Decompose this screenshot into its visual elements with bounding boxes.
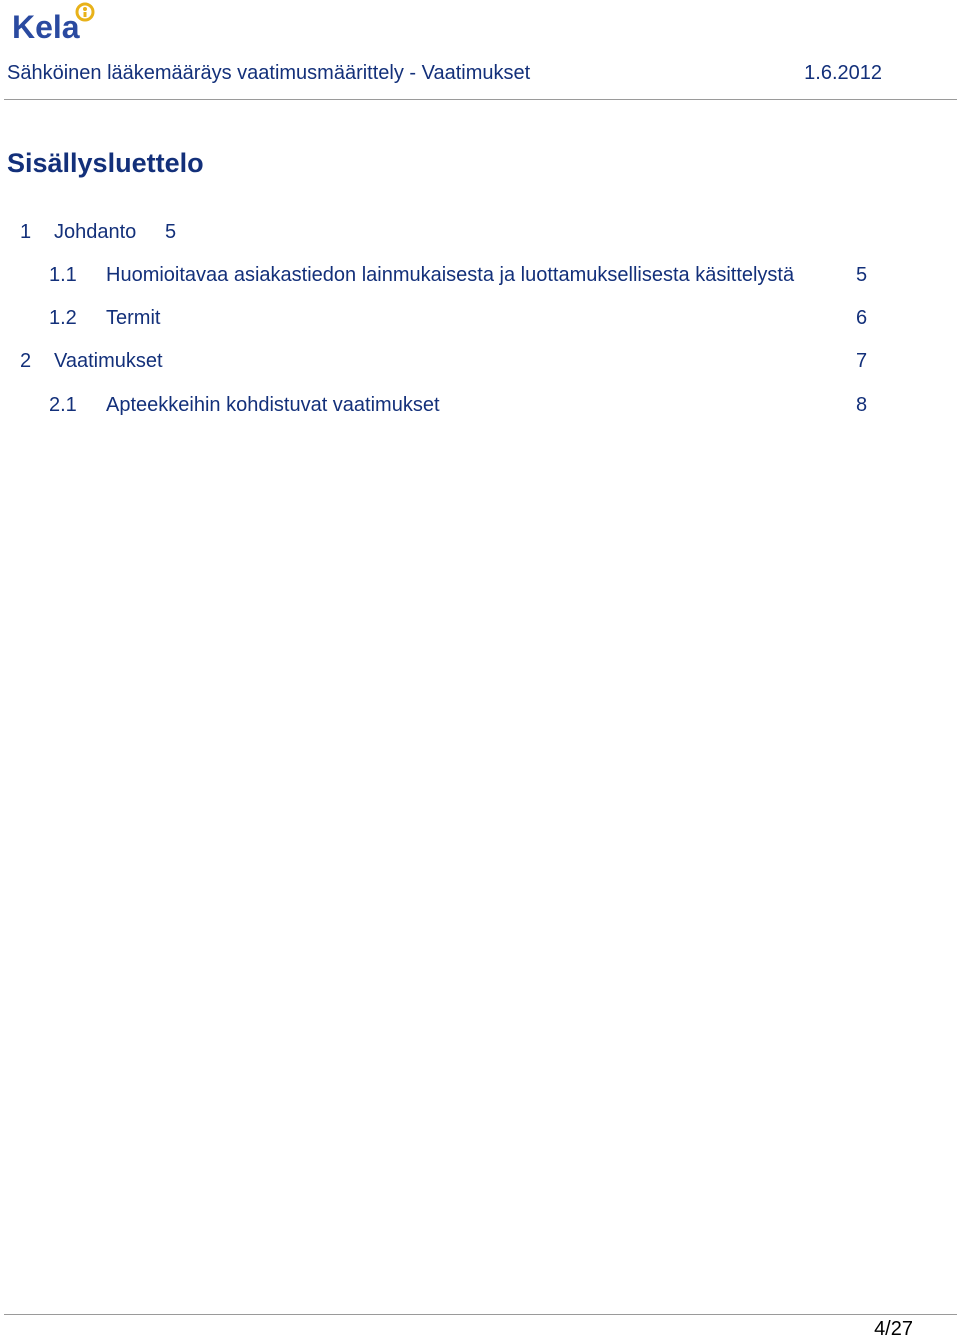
toc-entry-title: Apteekkeihin kohdistuvat vaatimukset [106, 394, 440, 416]
toc-entry-page: 6 [856, 307, 868, 329]
toc-entry-title: Johdanto [54, 221, 137, 243]
footer-divider [4, 1314, 957, 1315]
toc-entry-page: 5 [856, 264, 868, 286]
page-number: 4/27 [874, 1318, 913, 1340]
toc-entry-title: Vaatimukset [54, 350, 163, 372]
toc-entry-page: 5 [165, 221, 177, 243]
toc-entry-title: Termit [106, 307, 161, 329]
toc-entry-number: 1 [20, 221, 32, 243]
logo-wordmark: Kela [12, 9, 80, 45]
toc-entry[interactable] [0, 307, 900, 335]
toc-entry[interactable] [0, 264, 900, 292]
document-date: 1.6.2012 [804, 62, 882, 84]
toc-entry-title: Huomioitavaa asiakastiedon lainmukaisesta ja luottamuksellisesta käsittelystä [106, 264, 795, 286]
page-header [7, 62, 882, 88]
toc-heading: Sisällysluettelo [7, 148, 204, 178]
toc-entry-number: 2 [20, 350, 32, 372]
toc-entry-page: 8 [856, 394, 868, 416]
toc-entry-number: 2.1 [49, 394, 77, 416]
logo-figure [84, 12, 87, 17]
document-title: Sähköinen lääkemääräys vaatimusmäärittely - Vaatimukset [7, 62, 531, 84]
toc-entry-page: 7 [856, 350, 868, 372]
toc-entry[interactable] [0, 350, 900, 378]
kela-logo-graphic [10, 0, 110, 48]
logo-dot [83, 7, 87, 11]
header-divider [4, 99, 957, 100]
toc-entry[interactable] [0, 394, 900, 422]
toc-entry[interactable] [0, 221, 900, 249]
kela-logo [10, 0, 110, 48]
toc-entry-number: 1.1 [49, 264, 77, 286]
toc-entry-number: 1.2 [49, 307, 77, 329]
